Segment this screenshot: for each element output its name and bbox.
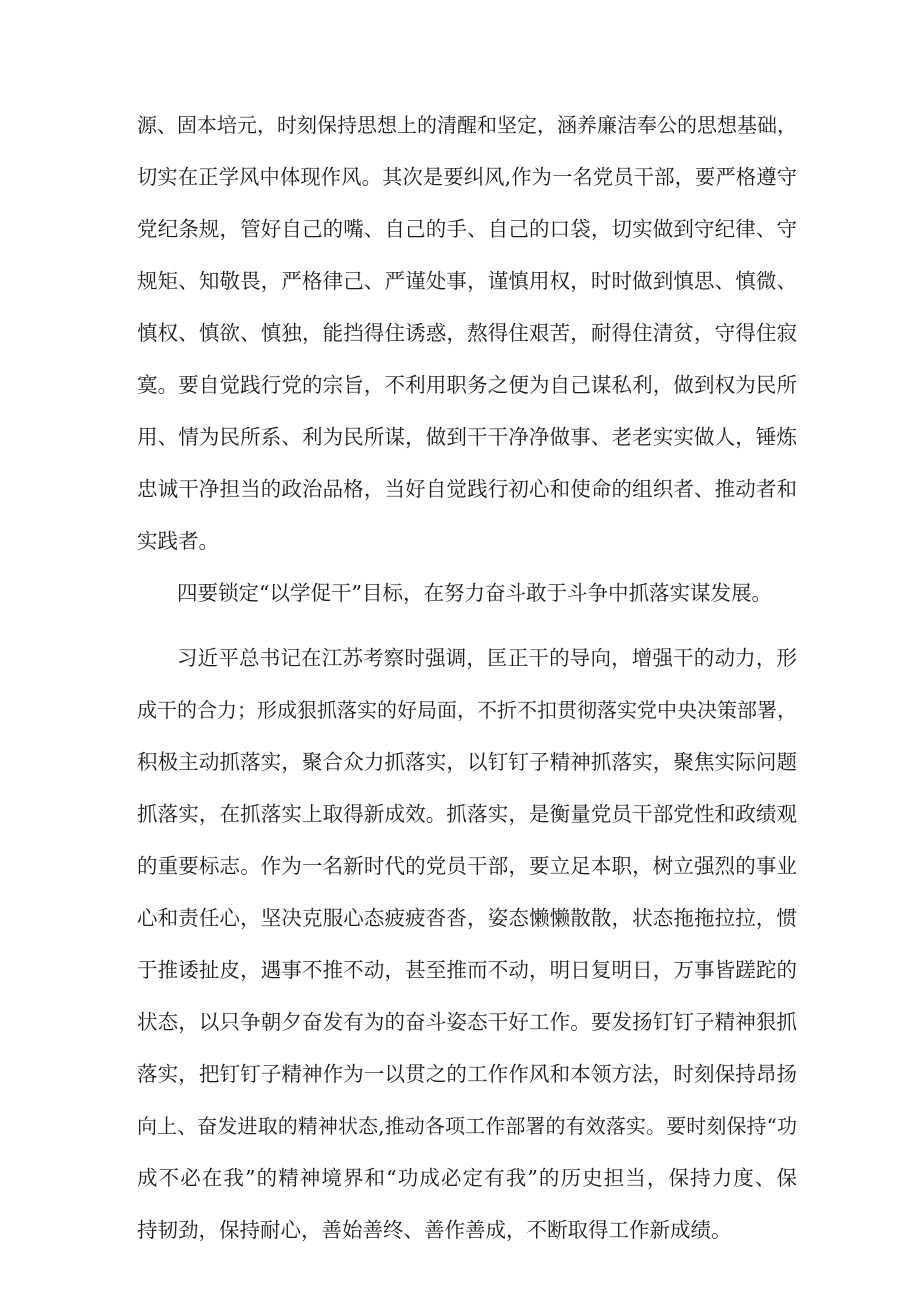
text-line: 规矩、知敬畏，严格律己、严谨处事，谨慎用权，时时做到慎思、慎微、 [137, 269, 797, 293]
text-line: 落实，把钉钉子精神作为一以贯之的工作作风和本领方法，时刻保持昂扬 [137, 1062, 797, 1086]
text-line: 用、情为民所系、利为民所谋，做到干干净净做事、老老实实做人，锤炼 [137, 425, 797, 449]
text-line: 忠诚干净担当的政治品格，当好自觉践行初心和使命的组织者、推动者和 [137, 477, 797, 501]
text-line: 于推诿扯皮，遇事不推不动，甚至推而不动，明日复明日，万事皆蹉跎的 [137, 958, 797, 982]
text-line: 向上、奋发进取的精神状态,推动各项工作部署的有效落实。要时刻保持“功 [137, 1114, 797, 1138]
text-line: 成干的合力；形成狠抓落实的好局面，不折不扣贯彻落实党中央决策部署， [137, 698, 797, 722]
text-line: 习近平总书记在江苏考察时强调，匡正干的导向，增强干的动力，形 [177, 646, 797, 670]
text-line: 党纪条规，管好自己的嘴、自己的手、自己的口袋，切实做到守纪律、守 [137, 217, 797, 241]
text-line: 实践者。 [137, 529, 219, 553]
text-line: 源、固本培元，时刻保持思想上的清醒和坚定，涵养廉洁奉公的思想基础， [137, 113, 797, 137]
text-line: 寞。要自觉践行党的宗旨，不利用职务之便为自己谋私利，做到权为民所 [137, 373, 797, 397]
text-line: 状态，以只争朝夕奋发有为的奋斗姿态干好工作。要发扬钉钉子精神狠抓 [137, 1010, 797, 1034]
text-line: 成不必在我”的精神境界和“功成必定有我”的历史担当，保持力度、保 [137, 1166, 797, 1190]
text-line: 的重要标志。作为一名新时代的党员干部，要立足本职，树立强烈的事业 [137, 854, 797, 878]
heading-line: 四要锁定“以学促干”目标，在努力奋斗敢于斗争中抓落实谋发展。 [177, 581, 772, 605]
text-line: 持韧劲，保持耐心，善始善终、善作善成，不断取得工作新成绩。 [137, 1218, 732, 1242]
text-line: 慎权、慎欲、慎独，能挡得住诱惑，熬得住艰苦，耐得住清贫，守得住寂 [137, 321, 797, 345]
text-line: 抓落实，在抓落实上取得新成效。抓落实，是衡量党员干部党性和政绩观 [137, 802, 797, 826]
text-line: 切实在正学风中体现作风。其次是要纠风,作为一名党员干部，要严格遵守 [137, 165, 797, 189]
text-line: 心和责任心，坚决克服心态疲疲沓沓，姿态懒懒散散，状态拖拖拉拉，惯 [137, 906, 797, 930]
text-line: 积极主动抓落实，聚合众力抓落实，以钉钉子精神抓落实，聚焦实际问题 [137, 750, 797, 774]
